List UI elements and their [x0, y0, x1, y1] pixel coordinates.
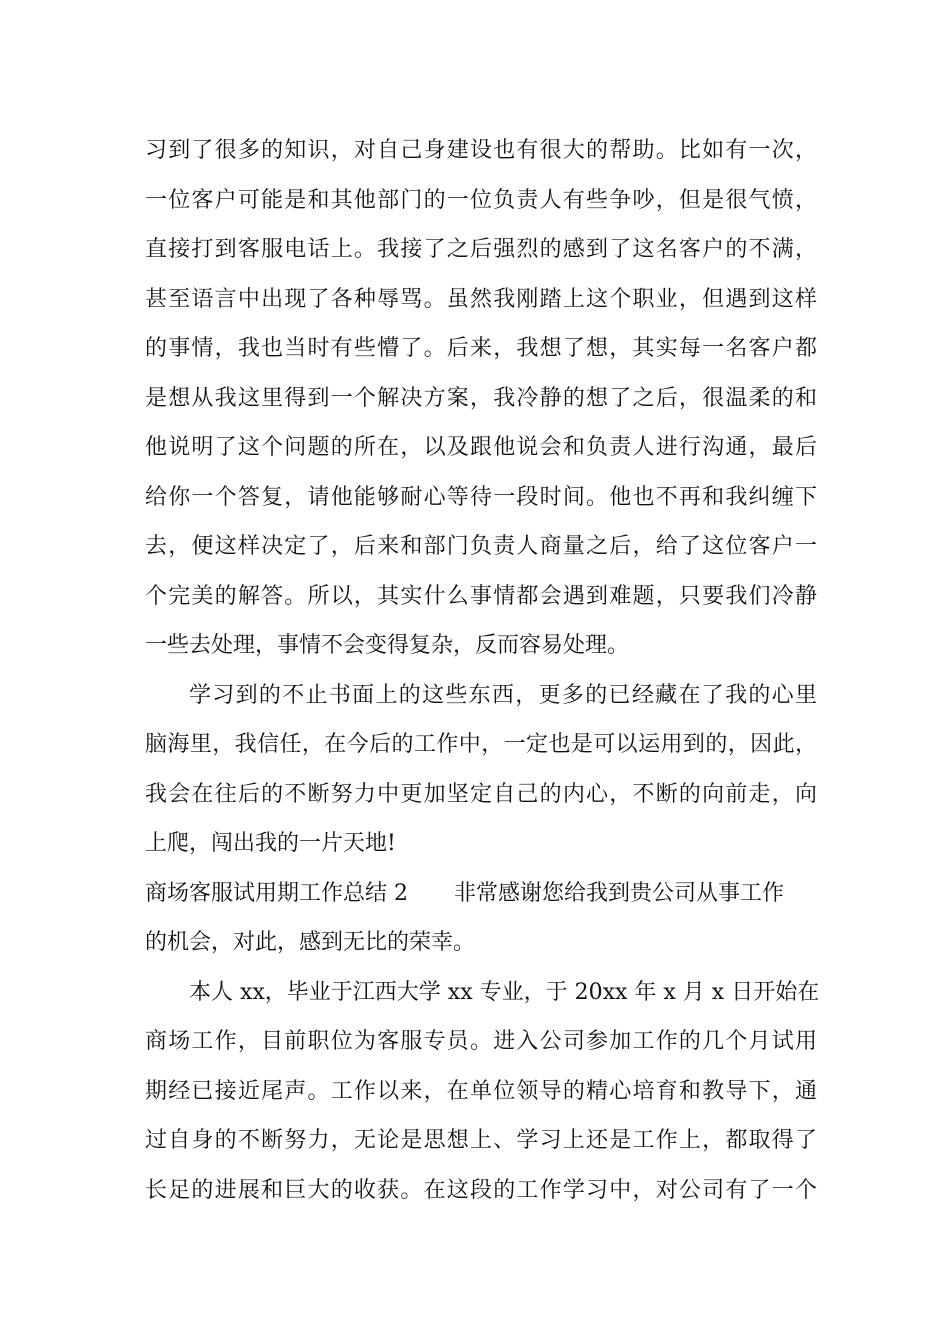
text-line: 个完美的解答。所以，其实什么事情都会遇到难题，只要我们冷静 [145, 583, 817, 609]
text-line: 过自身的不断努力，无论是思想上、学习上还是工作上，都取得了 [145, 1128, 817, 1153]
section-title-line [145, 869, 817, 919]
text-line: 甚至语言中出现了各种辱骂。虽然我刚踏上这个职业，但遇到这样 [145, 286, 817, 312]
text-line: 一些去处理，事情不会变得复杂，反而容易处理。 [145, 633, 630, 658]
text-line: 给你一个答复，请他能够耐心等待一段时间。他也不再和我纠缠下 [145, 484, 817, 510]
intro-text: 非常感谢您给我到贵公司从事工作 [454, 880, 785, 906]
section-title: 商场客服试用期工作总结 2 [145, 880, 408, 906]
text-line: 期经已接近尾声。工作以来，在单位领导的精心培育和教导下，通 [145, 1078, 817, 1104]
text-line: 一位客户可能是和其他部门的一位负责人有些争吵，但是很气愤， [145, 187, 817, 213]
document-body [145, 126, 820, 1215]
text-line: 是想从我这里得到一个解决方案，我冷静的想了之后，很温柔的和 [145, 385, 817, 411]
text-line: 上爬，闯出我的一片天地! [145, 831, 396, 856]
text-line: 他说明了这个问题的所在，以及跟他说会和负责人进行沟通，最后 [145, 435, 817, 460]
text-line: 的事情，我也当时有些懵了。后来，我想了想，其实每一名客户都 [145, 336, 817, 361]
text-line: 本人 xx，毕业于江西大学 xx 专业，于 20xx 年 x 月 x 日开始在 [189, 979, 820, 1005]
text-line: 长足的进展和巨大的收获。在这段的工作学习中，对公司有了一个 [145, 1177, 817, 1203]
text-line: 去，便这样决定了，后来和部门负责人商量之后，给了这位客户一 [145, 534, 817, 559]
text-line: 商场工作，目前职位为客服专员。进入公司参加工作的几个月试用 [145, 1029, 817, 1054]
text-line: 学习到的不止书面上的这些东西，更多的已经藏在了我的心里 [189, 682, 817, 708]
text-line: 脑海里，我信任，在今后的工作中，一定也是可以运用到的，因此， [145, 732, 817, 757]
text-line: 的机会，对此，感到无比的荣幸。 [145, 930, 476, 955]
text-line: 直接打到客服电话上。我接了之后强烈的感到了这名客户的不满， [145, 237, 817, 262]
text-line: 习到了很多的知识，对自己身建设也有很大的帮助。比如有一次， [145, 138, 817, 163]
text-line: 我会在往后的不断努力中更加坚定自己的内心，不断的向前走，向 [145, 781, 817, 807]
